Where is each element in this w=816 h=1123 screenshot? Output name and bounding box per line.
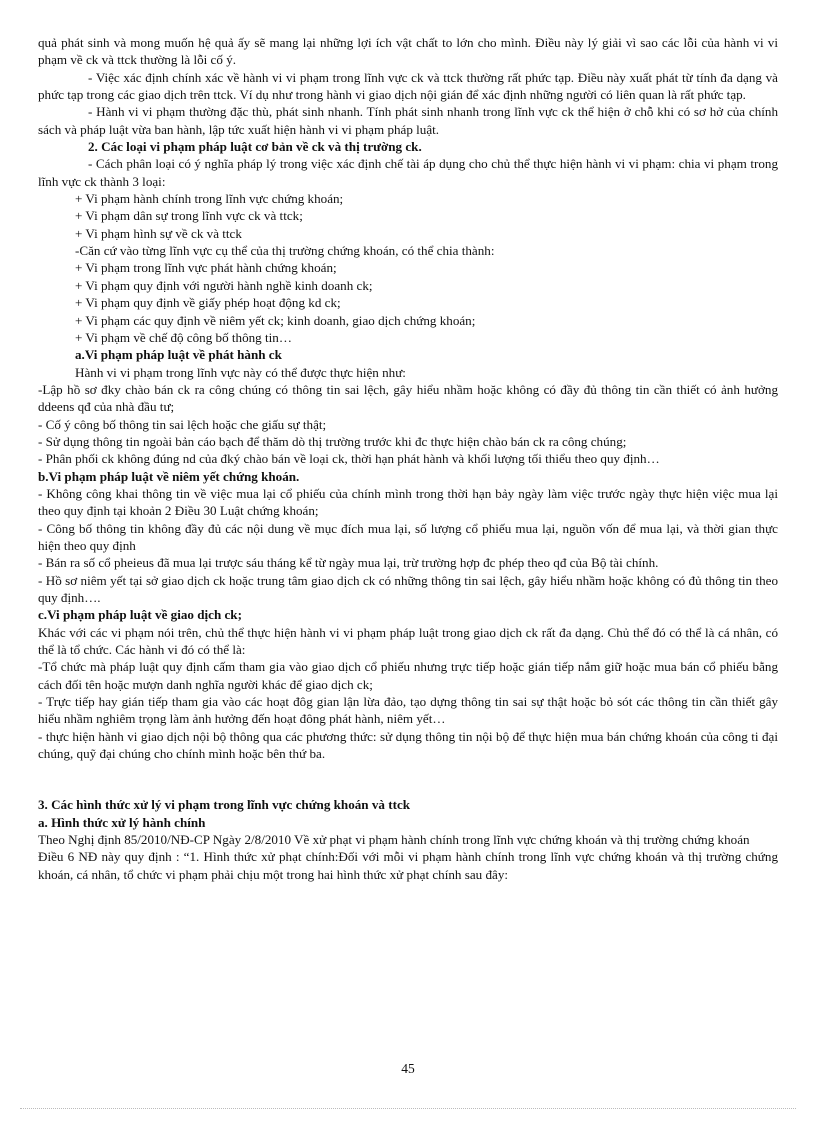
paragraph: c.Vi phạm pháp luật về giao dịch ck; [38, 607, 242, 623]
paragraph: - thực hiện hành vi giao dịch nội bộ thông qua các phương thức: sử dụng thông tin nội bộ để thực hiện mua bán chứng khoán của công ti đại chúng, quỹ đại chúng cho chính mình hoặc bên thứ ba. [38, 728, 778, 762]
paragraph: Theo Nghị định 85/2010/NĐ-CP Ngày 2/8/2010 Về xử phạt vi phạm hành chính trong lĩnh vực chứng khoán và thị trường chứng khoán [38, 832, 750, 848]
footer-divider [20, 1108, 796, 1109]
paragraph: -Lập hồ sơ đky chào bán ck ra công chúng có thông tin sai lệch, gây hiểu nhầm hoặc không có đầy đủ thông tin cần thiết có ảnh hưởng ddeens qđ của nhà đầu tư; [38, 381, 778, 415]
paragraph: - Sử dụng thông tin ngoài bản cáo bạch để thăm dò thị trường trước khi đc thực hiện chào bán ck ra công chúng; [38, 433, 627, 449]
paragraph: + Vi phạm các quy định về niêm yết ck; kinh doanh, giao dịch chứng khoán; [75, 312, 476, 328]
paragraph: a.Vi phạm pháp luật về phát hành ck [75, 347, 282, 363]
paragraph: - Không công khai thông tin về việc mua lại cổ phiếu của chính mình trong thời hạn bảy ngày làm việc trước ngày thực hiện việc mua lại theo quy định tại khoản 2 Điều 30 Luật chứng khoán; [38, 485, 778, 519]
paragraph: -Tổ chức mà pháp luật quy định cấm tham gia vào giao dịch cổ phiếu nhưng trực tiếp hoặc gián tiếp nắm giữ hoặc mua bán cổ phiếu bằng cách đối tên hoặc mượn danh nghĩa người khác để giao dịch ck; [38, 659, 778, 692]
paragraph: - Phân phối ck không đúng nd của đký chào bán về loại ck, thời hạn phát hành và khối lượng tối thiểu theo quy định… [38, 451, 660, 467]
paragraph: Điều 6 NĐ này quy định : “1. Hình thức xử phạt chính:Đối với mỗi vi phạm hành chính trong lĩnh vực chứng khoán và thị trường chứng khoán, cá nhân, tổ chức vi phạm phải chịu một trong hai hình thức xử phạt chính sau đây: [38, 849, 778, 882]
paragraph: Khác với các vi phạm nói trên, chủ thể thực hiện hành vi vi phạm pháp luật trong giao dịch ck rất đa dạng. Chủ thể đó có thể là cá nhân, có thể là tổ chức. Các hành vi đó có thể là: [38, 624, 778, 658]
paragraph: - Hành vi vi phạm thường đặc thù, phát sinh nhanh. Tính phát sinh nhanh trong lĩnh vực ck thể hiện ở chỗ khi có sơ hở của chính sách và pháp luật vừa ban hành, lập tức xuất hiện hành vi vi phạm pháp luật. [38, 104, 778, 137]
paragraph: - Cách phân loại có ý nghĩa pháp lý trong việc xác định chế tài áp dụng cho chủ thể thực hiện hành vi vi phạm: chia vi phạm trong lĩnh vực ck thành 3 loại: [38, 156, 778, 189]
paragraph: - Cố ý công bố thông tin sai lệch hoặc che giấu sự thật; [38, 416, 327, 432]
paragraph: -Căn cứ vào từng lĩnh vực cụ thể của thị trường chứng khoán, có thể chia thành: [75, 243, 495, 259]
paragraph: - Hồ sơ niêm yết tại sở giao dịch ck hoặc trung tâm giao dịch ck có những thông tin sai lệch, gây hiểu nhầm hoặc không có đủ thông tin theo quy định…. [38, 572, 778, 605]
section-spacer [38, 762, 778, 796]
paragraph: + Vi phạm quy định về giấy phép hoạt động kd ck; [75, 295, 341, 311]
paragraph: + Vi phạm trong lĩnh vực phát hành chứng khoán; [75, 260, 337, 276]
paragraph: b.Vi phạm pháp luật về niêm yết chứng khoán. [38, 468, 300, 484]
paragraph: - Trực tiếp hay gián tiếp tham gia vào các hoạt đôg gian lận lừa đảo, tạo dựng thông tin sai sự thật hoặc bỏ sót các thông tin cần thiết gây hiểu nhầm nghiêm trọng làm ảnh hưởng đến hoạt đông phát hành, niêm yết… [38, 694, 778, 727]
page-number: 45 [401, 1061, 415, 1076]
paragraph: + Vi phạm quy định với người hành nghề kinh doanh ck; [75, 277, 373, 293]
paragraph: 2. Các loại vi phạm pháp luật cơ bản về ck và thị trường ck. [88, 139, 422, 155]
paragraph: + Vi phạm dân sự trong lĩnh vực ck và ttck; [75, 208, 303, 224]
paragraph: + Vi phạm về chế độ công bố thông tin… [75, 329, 292, 345]
paragraph: 3. Các hình thức xử lý vi phạm trong lĩnh vực chứng khoán và ttck [38, 797, 411, 813]
paragraph: Hành vi vi phạm trong lĩnh vực này có thể được thực hiện như: [75, 364, 406, 380]
paragraph: + Vi phạm hình sự về ck và ttck [75, 225, 242, 241]
paragraph: - Bán ra số cổ pheieus đã mua lại trược sáu tháng kể từ ngày mua lại, trừ trường hợp đc phép theo qđ của Bộ tài chính. [38, 555, 659, 571]
paragraph: a. Hình thức xử lý hành chính [38, 814, 206, 830]
paragraph: + Vi phạm hành chính trong lĩnh vực chứng khoán; [75, 191, 344, 207]
document-body [38, 34, 778, 883]
paragraph: - Việc xác định chính xác về hành vi vi phạm trong lĩnh vực ck và ttck thường rất phức tạp. Điều này xuất phát từ tính đa dạng và phức tạp trong các giao dịch trên ttck. Ví dụ như trong hành vi giao dịch nội gián để xác định những người có liên quan là rất phức tạp. [38, 69, 778, 103]
paragraph: quả phát sinh và mong muốn hệ quả ấy sẽ mang lại những lợi ích vật chất to lớn cho mình. Điều này lý giải vì sao các lỗi của hành vi vi phạm về ck và ttck thường là lỗi cố ý. [38, 35, 778, 68]
paragraph: - Công bố thông tin không đầy đủ các nội dung về mục đích mua lại, số lượng cổ phiếu mua lại, nguồn vốn để mua lại, và thời gian thực hiện theo quy định [38, 520, 778, 553]
